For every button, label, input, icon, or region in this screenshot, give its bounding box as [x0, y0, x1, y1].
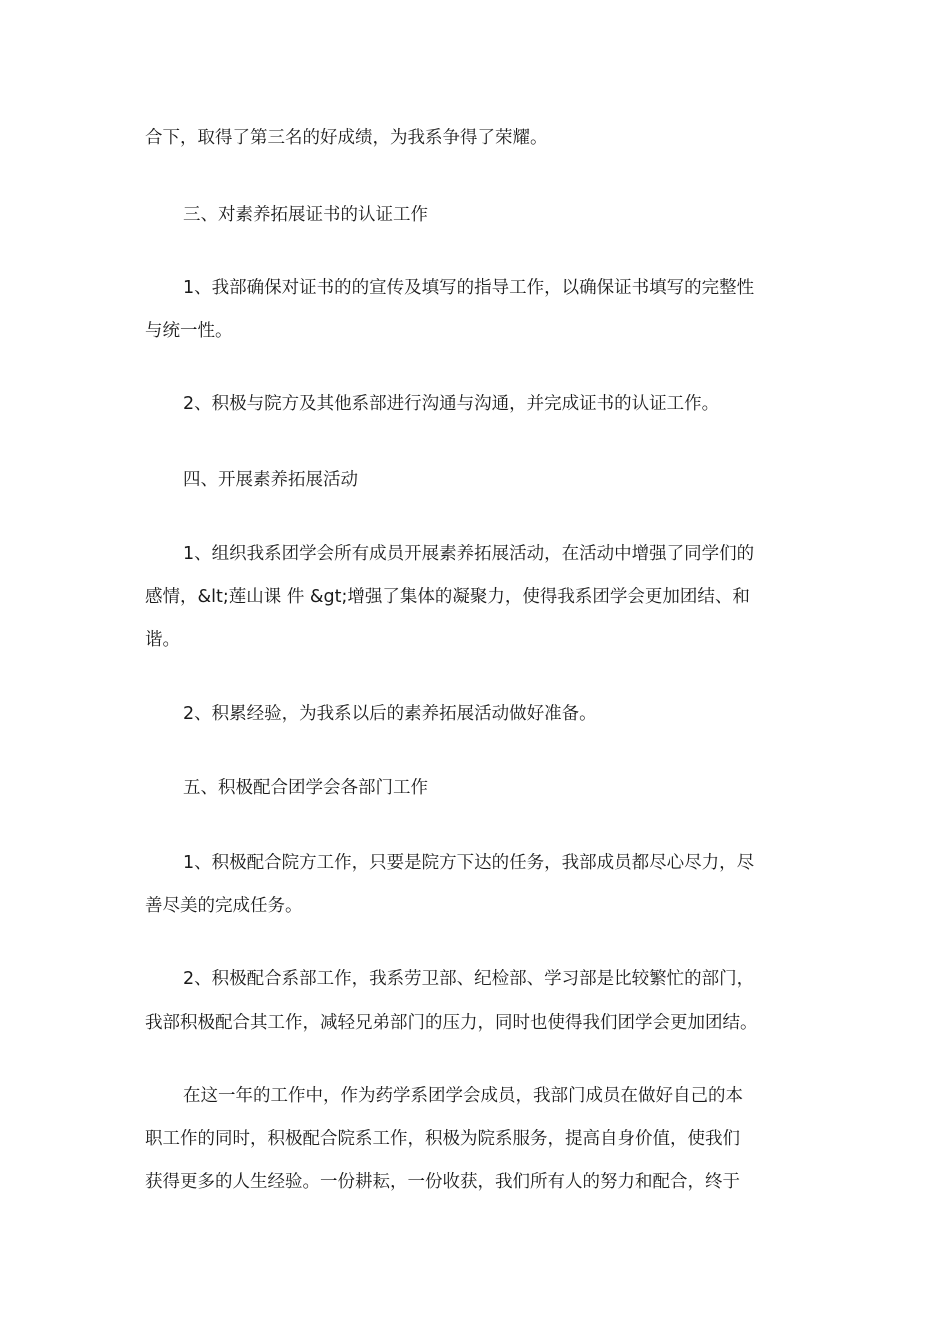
- text-line: 在这一年的工作中，作为药学系团学会成员，我部门成员在做好自己的本: [183, 1086, 743, 1106]
- text-line: 我部积极配合其工作，减轻兄弟部门的压力，同时也使得我们团学会更加团结。: [145, 1013, 758, 1033]
- section-heading: 四、开展素养拓展活动: [183, 470, 358, 490]
- text-line: 1、我部确保对证书的的宣传及填写的指导工作，以确保证书填写的完整性: [183, 278, 755, 298]
- section-heading: 五、积极配合团学会各部门工作: [183, 778, 428, 798]
- text-line: 感情，&lt;莲山课 件 &gt;增强了集体的凝聚力，使得我系团学会更加团结、和: [145, 587, 750, 607]
- text-line: 2、积极配合系部工作，我系劳卫部、纪检部、学习部是比较繁忙的部门，: [183, 969, 755, 989]
- text-line: 获得更多的人生经验。一份耕耘，一份收获，我们所有人的努力和配合，终于: [145, 1172, 740, 1192]
- text-line: 与统一性。: [145, 321, 233, 341]
- section-heading: 三、对素养拓展证书的认证工作: [183, 205, 428, 225]
- text-line: 2、积极与院方及其他系部进行沟通与沟通，并完成证书的认证工作。: [183, 394, 720, 414]
- text-line: 职工作的同时，积极配合院系工作，积极为院系服务，提高自身价值，使我们: [145, 1129, 740, 1149]
- text-line: 1、组织我系团学会所有成员开展素养拓展活动，在活动中增强了同学们的: [183, 544, 755, 564]
- text-line: 合下，取得了第三名的好成绩，为我系争得了荣耀。: [145, 128, 548, 148]
- text-line: 1、积极配合院方工作，只要是院方下达的任务，我部成员都尽心尽力，尽: [183, 853, 755, 873]
- text-line: 谐。: [145, 630, 180, 650]
- text-line: 2、积累经验，为我系以后的素养拓展活动做好准备。: [183, 704, 597, 724]
- text-line: 善尽美的完成任务。: [145, 896, 303, 916]
